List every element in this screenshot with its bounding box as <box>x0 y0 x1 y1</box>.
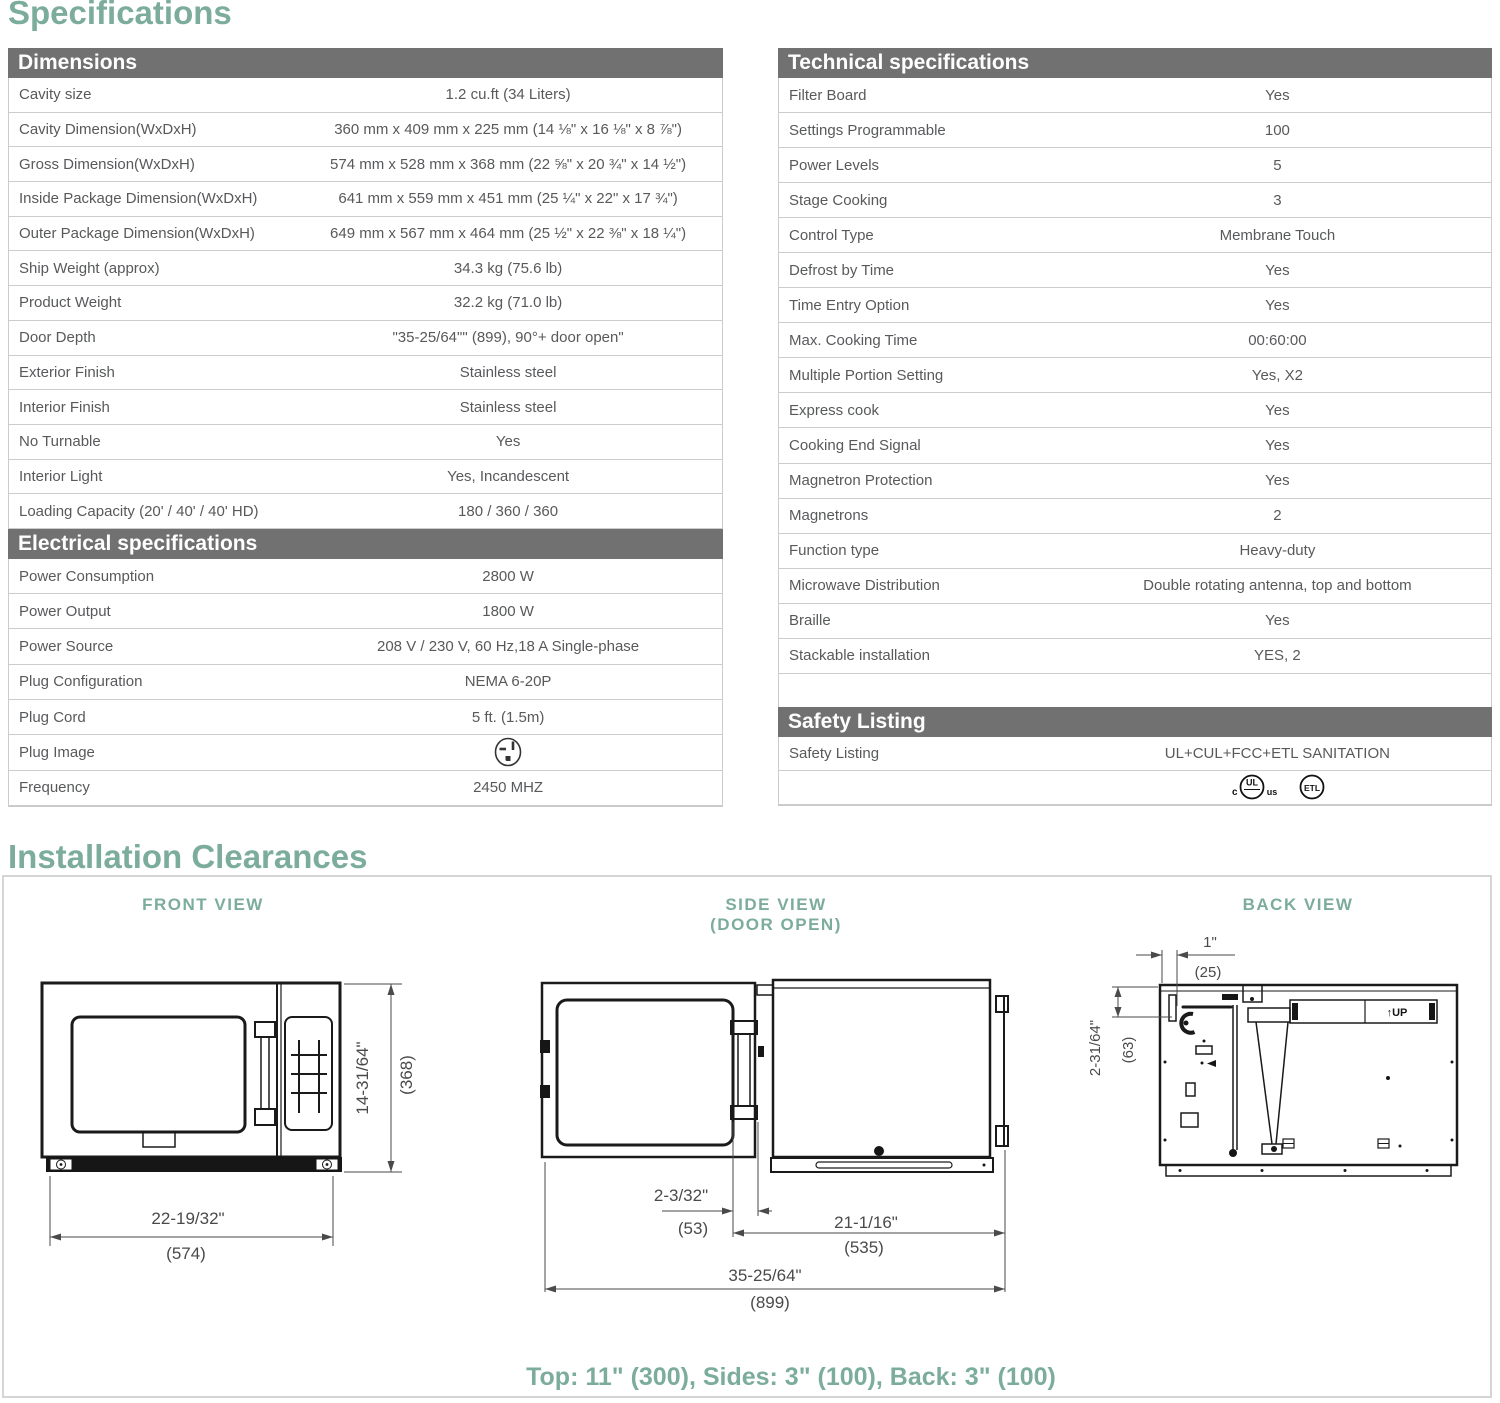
spec-value: 34.3 kg (75.6 lb) <box>453 259 563 277</box>
spec-value: Yes <box>495 433 521 451</box>
table-row <box>779 569 1491 604</box>
front-door-window <box>72 1017 245 1132</box>
spec-label: Frequency <box>19 779 90 797</box>
front-height-inches: 14-31/64" <box>353 1041 372 1115</box>
table-row <box>779 218 1491 253</box>
side-view-label-line1: SIDE VIEW <box>725 895 827 914</box>
side-door-handle <box>731 1021 757 1119</box>
side-door-mm: (53) <box>677 1219 709 1238</box>
spec-value: Stainless steel <box>459 363 557 381</box>
spec-label: Magnetron Protection <box>789 472 933 490</box>
front-view-label: FRONT VIEW <box>142 895 264 914</box>
spec-label: Power Levels <box>789 156 880 174</box>
spec-label: Loading Capacity (20' / 40' / 40' HD) <box>19 502 259 520</box>
table-row <box>9 700 722 735</box>
right-spec-column <box>778 48 1492 806</box>
spec-label: Defrost by Time <box>789 261 895 279</box>
page-title: Specifications <box>8 0 232 31</box>
table-row <box>9 735 722 770</box>
table-row <box>9 251 722 286</box>
spec-value: 180 / 360 / 360 <box>458 502 559 520</box>
clearance-note: Top: 11" (300), Sides: 3" (100), Back: 3" (100) <box>526 1363 1056 1391</box>
table-row <box>779 393 1491 428</box>
spec-label: No Turnable <box>19 433 101 451</box>
spec-label: Stage Cooking <box>789 191 888 209</box>
table-row <box>779 253 1491 288</box>
table-row <box>9 665 722 700</box>
table-row <box>779 604 1491 639</box>
side-wall-bracket <box>996 996 1008 1146</box>
svg-text:ETL: ETL <box>1304 783 1321 794</box>
table-row <box>9 286 722 321</box>
spec-value: 2800 W <box>482 567 534 585</box>
spec-value: Yes <box>1265 86 1290 104</box>
spec-label: Interior Light <box>19 467 103 485</box>
ETL-certification-mark <box>1296 771 1328 803</box>
spec-value: 100 <box>1264 121 1290 139</box>
front-view-drawing <box>42 983 342 1172</box>
spec-value: Yes <box>1265 401 1290 419</box>
table-row <box>9 559 722 594</box>
table-row <box>779 737 1491 771</box>
table-row <box>9 494 722 529</box>
back-up-panel <box>1290 1000 1437 1023</box>
dimensions-rows <box>9 78 722 529</box>
spec-value: 641 mm x 559 mm x 451 mm (25 ¼" x 22" x 17 ¾") <box>338 190 678 208</box>
spec-value: 32.2 kg (71.0 lb) <box>453 294 563 312</box>
table-row <box>779 78 1491 113</box>
electrical-rows <box>9 559 722 806</box>
table-row <box>779 771 1491 805</box>
table-row <box>9 629 722 664</box>
table-row <box>9 321 722 356</box>
table-row <box>9 460 722 495</box>
spec-value: 2450 MHZ <box>473 779 544 797</box>
spec-label: Plug Cord <box>19 708 86 726</box>
side-oven-body <box>773 980 990 1157</box>
spec-label: Safety Listing <box>789 744 880 762</box>
back-view-drawing <box>1160 985 1457 1176</box>
front-door-button <box>143 1132 175 1147</box>
spec-label: Express cook <box>789 401 880 419</box>
spec-label: Plug Configuration <box>19 673 143 691</box>
electrical-section-header: Electrical specifications <box>8 529 723 559</box>
spec-label: Cavity size <box>19 86 92 104</box>
back-cord-offset-mm: (25) <box>1194 964 1222 981</box>
spec-value: NEMA 6-20P <box>464 673 552 691</box>
table-row <box>779 639 1491 674</box>
spec-value <box>294 737 722 767</box>
table-row <box>9 217 722 252</box>
side-view-label-line2: (DOOR OPEN) <box>710 915 842 934</box>
table-row <box>779 534 1491 569</box>
table-row <box>9 771 722 806</box>
technical-section-header: Technical specifications <box>778 48 1492 78</box>
safety-rows <box>779 737 1491 805</box>
front-view-dimensions <box>50 984 402 1246</box>
spec-value: 5 ft. (1.5m) <box>471 708 545 726</box>
spec-label: Gross Dimension(WxDxH) <box>19 155 195 173</box>
spec-value: Double rotating antenna, top and bottom <box>1143 577 1412 595</box>
spec-value: Yes <box>1265 472 1290 490</box>
front-width-inches: 22-19/32" <box>151 1209 225 1228</box>
technical-rows <box>779 78 1491 674</box>
cULus-certification-mark <box>1226 771 1288 803</box>
spec-label: Ship Weight (approx) <box>19 259 160 277</box>
back-cord-channel <box>1229 1005 1290 1157</box>
spec-value: 649 mm x 567 mm x 464 mm (25 ½" x 22 ⅜" x 18 ¼") <box>330 225 687 243</box>
spec-label: Stackable installation <box>789 647 930 665</box>
spec-value: 2 <box>1273 507 1282 525</box>
table-row <box>779 148 1491 183</box>
spec-label: Control Type <box>789 226 874 244</box>
spec-value: "35-25/64"" (899), 90°+ door open" <box>392 329 624 347</box>
table-row <box>9 147 722 182</box>
spec-value: Yes <box>1265 436 1290 454</box>
table-row <box>9 390 722 425</box>
side-view-drawing <box>540 980 1008 1172</box>
spec-value: 5 <box>1273 156 1282 174</box>
table-row <box>9 356 722 391</box>
table-row <box>779 323 1491 358</box>
installation-clearances-title: Installation Clearances <box>8 838 368 875</box>
spec-label: Product Weight <box>19 294 122 312</box>
back-view-label: BACK VIEW <box>1242 895 1354 914</box>
table-row <box>779 288 1491 323</box>
spec-label: Outer Package Dimension(WxDxH) <box>19 225 255 243</box>
spec-value: 208 V / 230 V, 60 Hz,18 A Single-phase <box>377 638 640 656</box>
spec-label: Door Depth <box>19 329 96 347</box>
spec-value: Yes <box>1265 261 1290 279</box>
spec-value: 00:60:00 <box>1248 331 1307 349</box>
table-row <box>9 78 722 113</box>
spec-label: Filter Board <box>789 86 867 104</box>
spec-value: Stainless steel <box>459 398 557 416</box>
side-total-inches: 35-25/64" <box>728 1266 802 1285</box>
spec-label: Magnetrons <box>789 507 869 525</box>
spec-value: Membrane Touch <box>1219 226 1336 244</box>
table-row <box>9 113 722 148</box>
spec-label: Multiple Portion Setting <box>789 366 944 384</box>
front-door-handle <box>255 1022 275 1125</box>
back-cord-hook <box>1169 995 1195 1033</box>
table-row <box>779 113 1491 148</box>
left-spec-column <box>8 48 723 807</box>
spec-label: Cooking End Signal <box>789 436 921 454</box>
table-row <box>9 594 722 629</box>
front-view-dimension-labels <box>50 984 416 1263</box>
back-vertical-mm: (63) <box>1120 1036 1137 1064</box>
front-base-bar <box>46 1157 342 1172</box>
spec-value: Yes, Incandescent <box>447 467 570 485</box>
svg-text:us: us <box>1267 787 1278 798</box>
side-view-dimension-labels <box>545 1186 1005 1312</box>
side-depth-mm: (535) <box>844 1238 884 1257</box>
plug-nema-6-20-icon <box>493 737 523 767</box>
table-row <box>9 425 722 460</box>
spec-label: Power Output <box>19 602 111 620</box>
spec-label: Max. Cooking Time <box>789 331 918 349</box>
spec-label: Power Consumption <box>19 567 155 585</box>
spec-label: Time Entry Option <box>789 296 910 314</box>
table-row <box>779 464 1491 499</box>
spec-value: Yes <box>1265 296 1290 314</box>
front-control-panel <box>285 1017 332 1130</box>
table-row <box>9 182 722 217</box>
back-small-components <box>1164 1040 1454 1149</box>
back-up-label: ↑UP <box>1386 1007 1408 1019</box>
side-door-inches: 2-3/32" <box>653 1186 709 1205</box>
table-row <box>779 358 1491 393</box>
spec-value: 1800 W <box>482 602 534 620</box>
spec-label: Microwave Distribution <box>789 577 940 595</box>
safety-section-header: Safety Listing <box>778 707 1492 737</box>
side-bottom-rail <box>771 1146 993 1172</box>
back-cord-offset-inches: 1" <box>1203 934 1217 951</box>
spec-label: Braille <box>789 612 831 630</box>
dimensions-section-header: Dimensions <box>8 48 723 78</box>
spec-label: Cavity Dimension(WxDxH) <box>19 121 197 139</box>
spec-label: Power Source <box>19 638 114 656</box>
spec-label: Function type <box>789 542 880 560</box>
clearance-drawings <box>4 877 1490 1396</box>
side-total-mm: (899) <box>750 1293 790 1312</box>
spec-value: Yes, X2 <box>1251 366 1303 384</box>
spec-label: Interior Finish <box>19 398 110 416</box>
spec-value: 1.2 cu.ft (34 Liters) <box>445 86 571 104</box>
table-row <box>779 183 1491 218</box>
spec-label: Inside Package Dimension(WxDxH) <box>19 190 258 208</box>
spec-value <box>1064 771 1491 803</box>
front-width-mm: (574) <box>166 1244 206 1263</box>
side-door-window <box>557 1000 733 1145</box>
spec-value: 3 <box>1273 191 1282 209</box>
spec-value: 574 mm x 528 mm x 368 mm (22 ⅝" x 20 ¾" x 14 ½") <box>330 155 687 173</box>
front-height-mm: (368) <box>397 1055 416 1095</box>
spec-label: Plug Image <box>19 743 95 761</box>
spec-label: Exterior Finish <box>19 363 115 381</box>
spec-value: 360 mm x 409 mm x 225 mm (14 ⅛" x 16 ⅛" x 8 ⅞") <box>334 121 682 139</box>
spec-value: YES, 2 <box>1254 647 1301 665</box>
spec-label: Settings Programmable <box>789 121 946 139</box>
back-vertical-inches: 2-31/64" <box>1087 1019 1104 1077</box>
spec-value: Heavy-duty <box>1239 542 1316 560</box>
back-oven-body <box>1160 985 1457 1165</box>
svg-text:UL: UL <box>1246 777 1259 788</box>
table-gap <box>779 674 1491 707</box>
spec-value: UL+CUL+FCC+ETL SANITATION <box>1164 744 1390 762</box>
installation-clearances-panel <box>2 875 1492 1398</box>
spec-value: Yes <box>1265 612 1290 630</box>
svg-text:c: c <box>1232 787 1238 799</box>
table-row <box>779 428 1491 463</box>
side-depth-inches: 21-1/16" <box>834 1213 898 1232</box>
table-row <box>779 499 1491 534</box>
